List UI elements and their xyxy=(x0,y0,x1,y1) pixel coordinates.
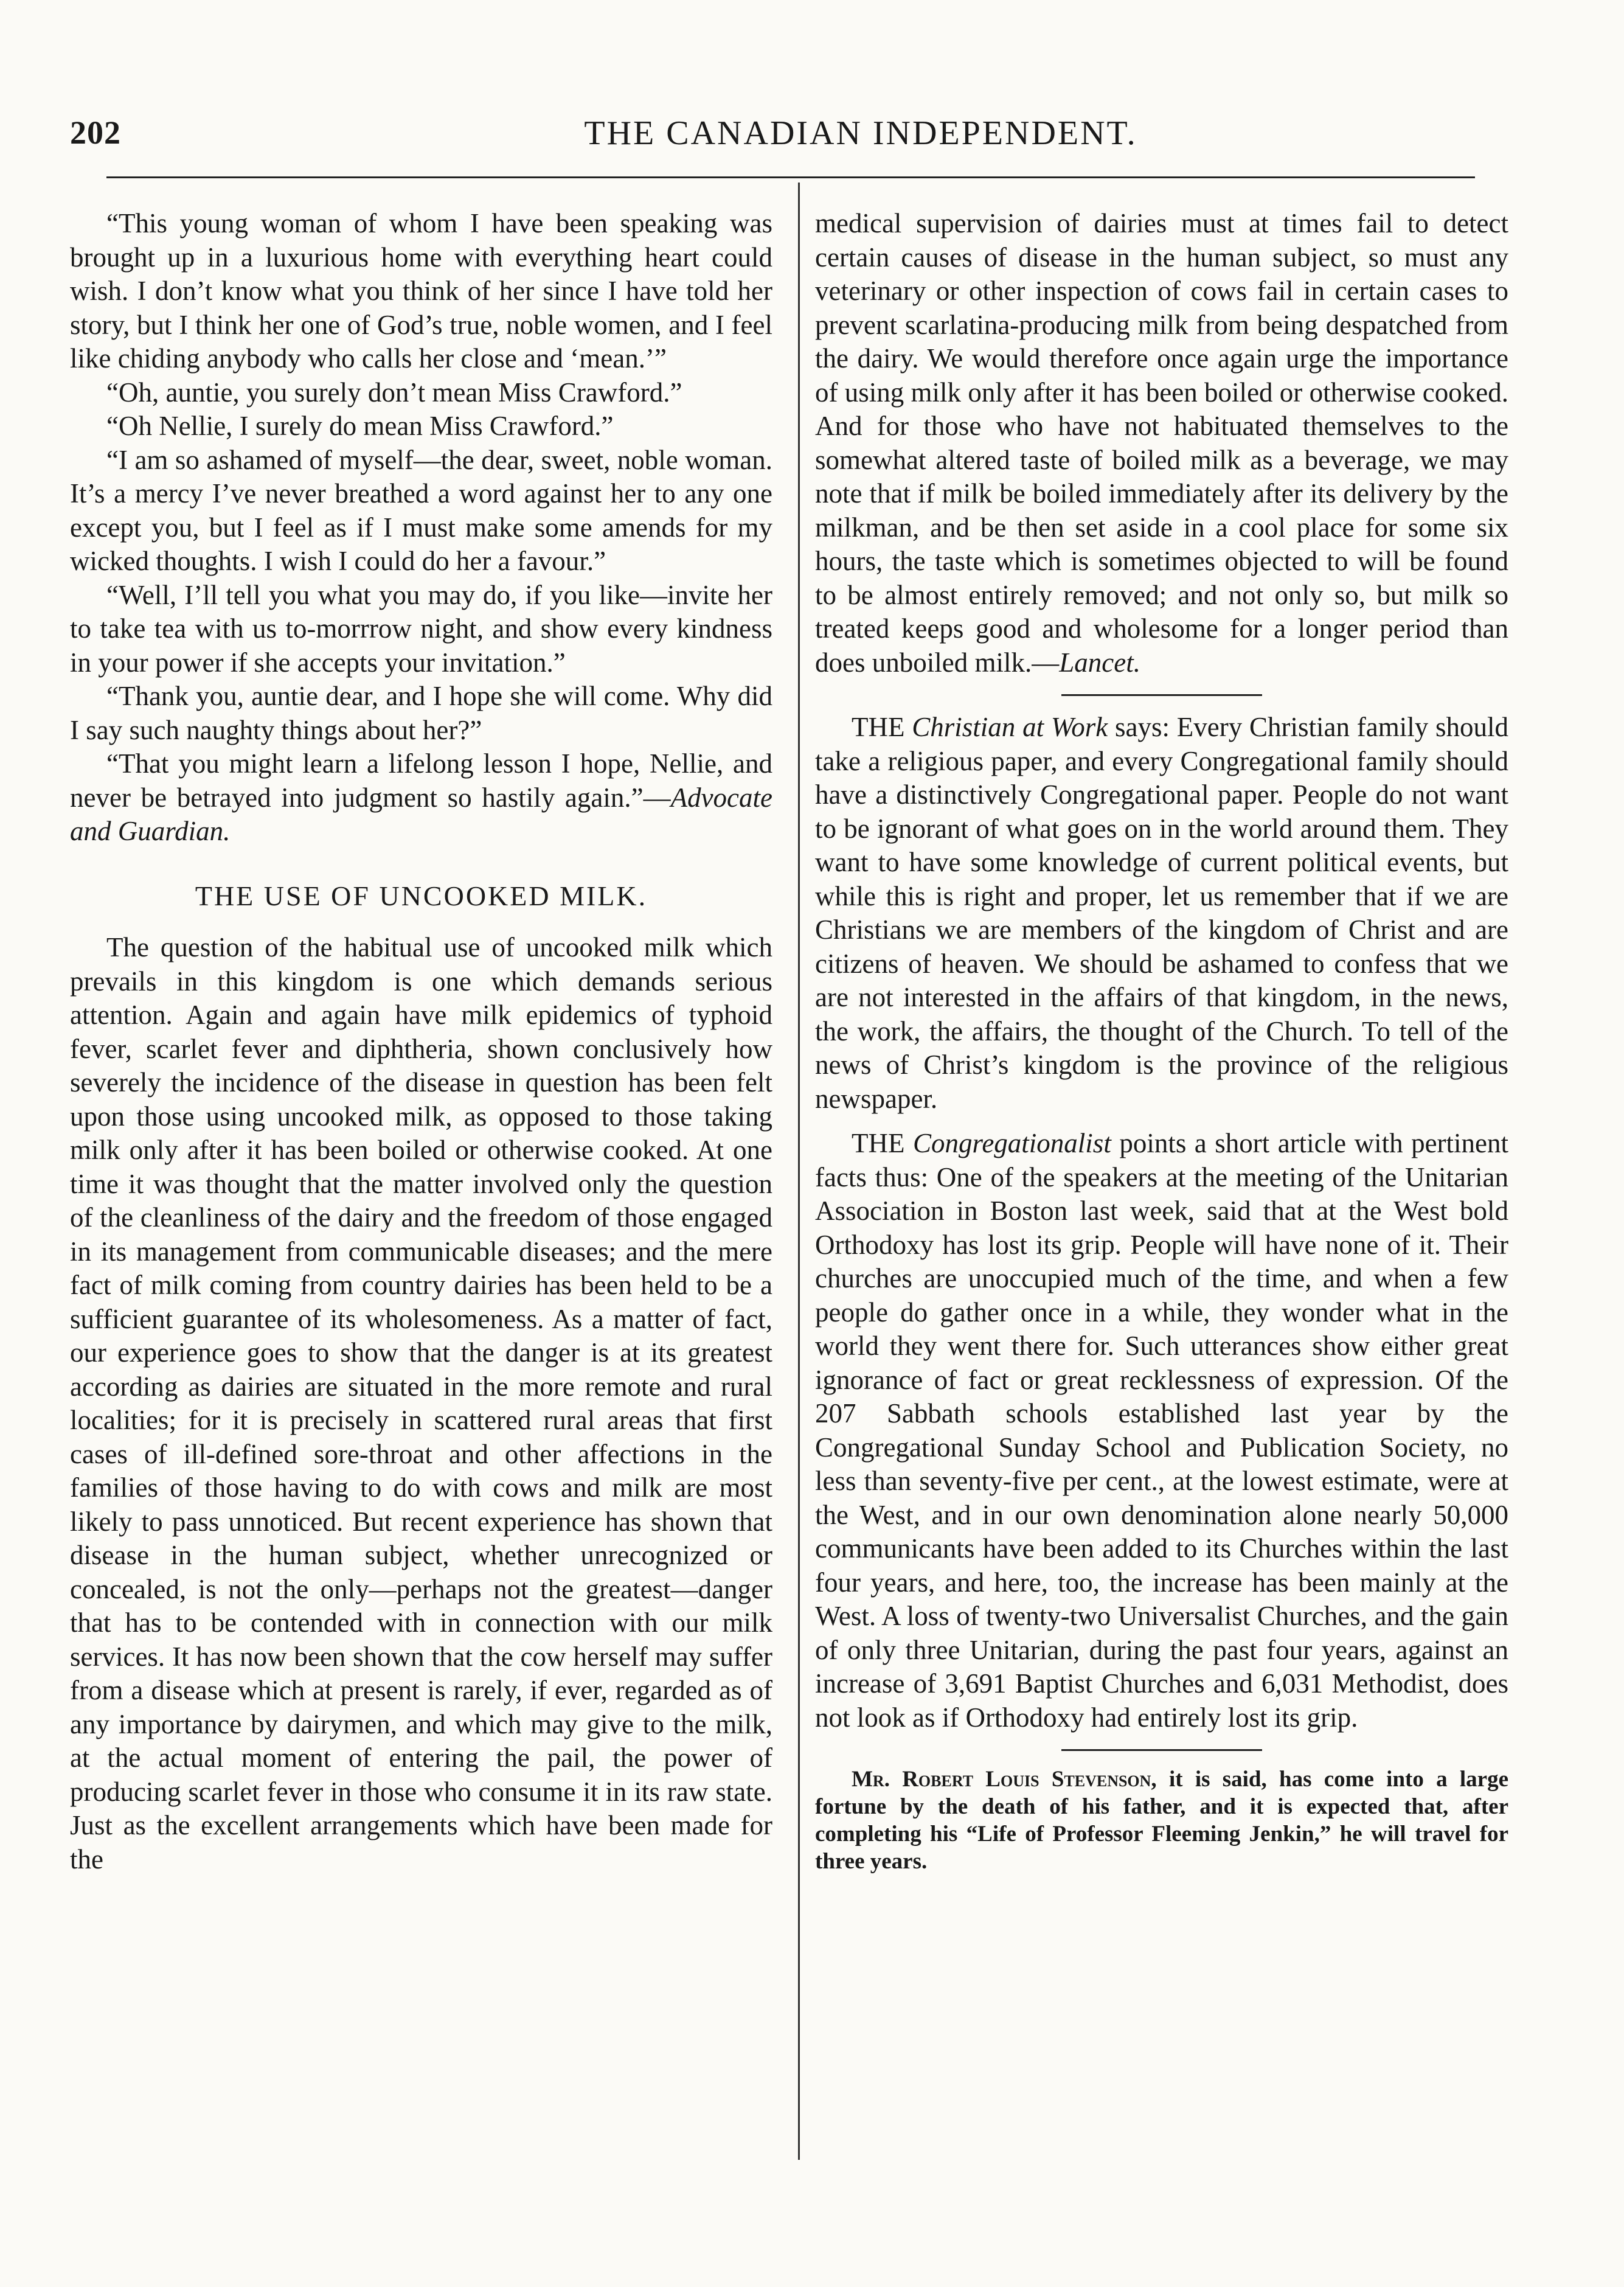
christian-text: says: Every Christian family should take a religious paper, and every Congregational family should have a distinctively Congregational paper. People do not want to be ignorant of what goes on in the world around them. They want to have some knowledge of current political events, but while this is right and proper, let us remember that if we are Christians we are members of the kingdom of Christ and are citizens of heaven. We should be ashamed to confess that we are not interested in the affairs of that kingdom, in the news, the work, the affairs, the thought of the Church. To tell of the news of Christ’s kingdom is the province of the religious newspaper. xyxy=(815,712,1509,1114)
page-header xyxy=(70,100,1493,167)
milk-source: Lancet. xyxy=(1059,647,1140,678)
christian-title: Christian at Work xyxy=(912,712,1108,742)
congregationalist-paragraph xyxy=(815,1127,1508,1735)
running-head: THE CANADIAN INDEPENDENT. xyxy=(584,114,1137,152)
story-paragraph: “Oh Nellie, I surely do mean Miss Crawford.” xyxy=(106,411,614,441)
milk-article-paragraph: The question of the habitual use of uncooked milk which prevails in this kingdom is one which demands serious attention. Again and again have milk epidemics of typhoid fever, scarlet fever and diphtheria, shown conclusively how severely the incidence of the disease in question has been felt upon those using uncooked milk, as opposed to those taking milk only after it has been boiled or otherwise cooked. At one time it was thought that the matter involved only the question of the cleanliness of the dairy and the freedom of those engaged in its management from communicable diseases; and the mere fact of milk coming from country dairies has been held to be a sufficient guarantee of its wholesomeness. As a matter of fact, our experience goes to show that the danger is at its greatest according as dairies are situated in the more remote and rural localities; for it is precisely in scattered rural areas that first cases of ill-defined sore-throat and other affections in the families of those having to do with cows and milk are most likely to pass unnoticed. But recent experience has shown that disease in the human subject, whether unrecognized or concealed, is not the only—perhaps not the greatest—danger that has to be contended with in connection with our milk services. It has now been shown that the cow herself may suffer from a disease which at present is rarely, if ever, regarded as of any importance by dairymen, and which may give to the milk, at the actual moment of entering the pail, the power of producing scarlet fever in those who consume it in its raw state. Just as the excellent arrangements which have been made for the xyxy=(70,932,772,1875)
story-paragraph: “Well, I’ll tell you what you may do, if you like—invite her to take tea with us to-morrrow night, and show every kindness in your power if she accepts your invitation.” xyxy=(70,579,772,678)
story-paragraph: “Thank you, auntie dear, and I hope she will come. Why did I say such naughty things about her?” xyxy=(70,681,772,745)
column-divider xyxy=(798,183,800,2160)
story-paragraph: “This young woman of whom I have been speaking was brought up in a luxurious home with everything heart could wish. I don’t know what you think of her since I have told her story, but I think her one of God’s true, noble women, and I feel like chiding anybody who calls her close and ‘mean.’” xyxy=(70,208,772,374)
section-title: THE USE OF UNCOOKED MILK. xyxy=(195,880,648,911)
story-paragraph: “Oh, auntie, you surely don’t mean Miss Crawford.” xyxy=(106,377,682,408)
notice-text: it is said, has come into a large fortune by the death of his father, and it is expected that, after completing his “Life of Professor Fleeming Jenkin,” he will travel for three years. xyxy=(815,1767,1509,1874)
section-divider xyxy=(1061,1749,1262,1751)
congregationalist-text: points a short article with pertinent facts thus: One of the speakers at the meeting of the Unitarian Association in Boston last week, said that at the West bold Orthodoxy has lost its grip. People will have none of it. Their churches are unoccupied much of the time, and when a few people do gather once in a while, they wonder what in the world they went there for. Such utterances show either great ignorance of fact or great recklessness of expression. Of the 207 Sabbath schools established last year by the Congregational Sunday School and Publication Society, no less than seventy-five per cent., at the lowest estimate, were at the West, and in our own denomination alone nearly 50,000 communicants have been added to its Churches within the last four years, and here, too, the increase has been mainly at the West. A loss of twenty-two Universalist Churches, and the gain of only three Unitarian, during the past four years, against an increase of 3,691 Baptist Churches and 6,031 Methodist, does not look as if Orthodoxy had entirely lost its grip. xyxy=(815,1128,1509,1733)
congregationalist-lead: THE xyxy=(852,1128,905,1158)
milk-continuation-text: medical supervision of dairies must at times fail to detect certain causes of disease in the human subject, so must any veterinary or other inspection of cows fail in certain cases to prevent scarlatina-producing milk from being despatched from the dairy. We would therefore once again urge the importance of using milk only after it has been boiled or otherwise cooked. And for those who have not habituated themselves to the somewhat altered taste of boiled milk as a beverage, we may note that if milk be boiled immediately after its delivery by the milkman, and be then set aside in a cool place for some six hours, the taste which is sometimes objected to will be found to be almost entirely removed; and not only so, but milk so treated keeps good and wholesome for a longer period than does unboiled milk.— xyxy=(815,208,1508,678)
christian-lead: THE xyxy=(852,712,905,742)
stevenson-notice xyxy=(815,1766,1508,1875)
christian-at-work-paragraph xyxy=(815,711,1508,1116)
section-divider xyxy=(1061,694,1262,696)
page-number: 202 xyxy=(70,114,121,151)
story-paragraph: “I am so ashamed of myself—the dear, sweet, noble woman. It’s a mercy I’ve never breathed a word against her to any one except you, but I feel as if I must make some amends for my wicked thoughts. I wish I could do her a favour.” xyxy=(70,444,772,576)
milk-article-continuation xyxy=(815,207,1508,680)
story-last-text: “That you might learn a lifelong lesson I hope, Nellie, and never be betrayed into judgment so hastily again.”— xyxy=(70,748,772,813)
story-last-paragraph xyxy=(70,747,772,849)
story-source: Advocate and Guardian. xyxy=(70,782,772,846)
right-column xyxy=(815,207,1508,1875)
header-rule xyxy=(106,176,1475,178)
notice-name: Mr. Robert Louis Stevenson, xyxy=(852,1767,1157,1792)
left-column xyxy=(70,207,772,1876)
congregationalist-title: Congregationalist xyxy=(912,1128,1111,1158)
